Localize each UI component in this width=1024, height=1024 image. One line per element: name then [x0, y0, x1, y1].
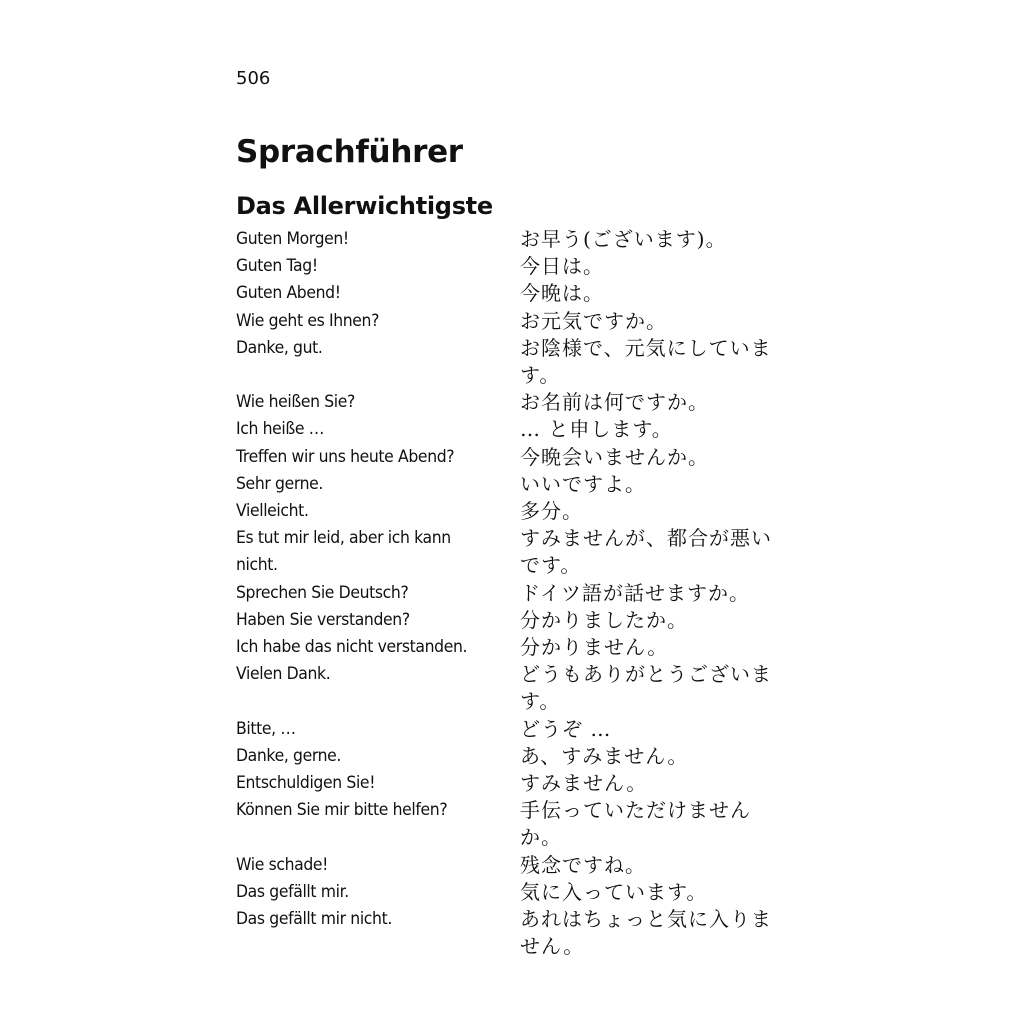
phrase-row: [236, 743, 796, 770]
phrase-row: [236, 308, 796, 335]
japanese-phrase: 手伝っていただけません か。: [520, 798, 751, 850]
phrase-row: [236, 634, 796, 661]
phrase-row: [236, 226, 796, 253]
japanese-phrase: どうもありがとうございま す。: [520, 662, 772, 714]
phrase-row: [236, 580, 796, 607]
chapter-title: Sprachführer: [236, 134, 463, 170]
german-phrase: Wie heißen Sie?: [236, 392, 355, 413]
german-phrase: Danke, gut.: [236, 337, 323, 358]
phrase-row: [236, 770, 796, 797]
german-phrase: Entschuldigen Sie!: [236, 773, 376, 794]
japanese-phrase: 今晩は。: [520, 281, 604, 306]
phrase-row: [236, 716, 796, 743]
german-phrase: Danke, gerne.: [236, 745, 342, 766]
phrase-row: [236, 852, 796, 879]
german-phrase: Das gefällt mir nicht.: [236, 909, 392, 930]
german-phrase: Ich habe das nicht verstanden.: [236, 637, 468, 658]
german-phrase: Ich heiße …: [236, 419, 325, 440]
german-phrase: Sprechen Sie Deutsch?: [236, 582, 409, 603]
german-phrase: Guten Morgen!: [236, 229, 349, 249]
page-number: 506: [236, 68, 271, 89]
german-phrase: Es tut mir leid, aber ich kann nicht.: [236, 528, 451, 576]
phrase-list: [236, 226, 796, 960]
german-phrase: Guten Tag!: [236, 256, 318, 277]
phrase-row: [236, 498, 796, 525]
phrase-row: [236, 607, 796, 634]
german-phrase: Wie geht es Ihnen?: [236, 310, 380, 331]
japanese-phrase: お名前は何ですか。: [520, 390, 709, 415]
phrase-row: [236, 471, 796, 498]
german-phrase: Haben Sie verstanden?: [236, 609, 410, 630]
japanese-phrase: 残念ですね。: [520, 852, 646, 877]
german-phrase: Vielleicht.: [236, 501, 309, 522]
japanese-phrase: すみません。: [520, 771, 648, 796]
japanese-phrase: 今晩会いませんか。: [520, 444, 709, 469]
german-phrase: Vielen Dank.: [236, 664, 331, 685]
phrase-row: [236, 416, 796, 443]
german-phrase: Sehr gerne.: [236, 473, 324, 494]
japanese-phrase: すみませんが、都合が悪い です。: [520, 526, 772, 578]
german-phrase: Bitte, …: [236, 718, 296, 739]
phrase-row: [236, 280, 796, 307]
phrase-row: [236, 906, 796, 960]
phrase-row: [236, 525, 796, 579]
german-phrase: Guten Abend!: [236, 283, 341, 304]
japanese-phrase: いいですよ。: [520, 471, 646, 496]
japanese-phrase: ドイツ語が話せますか。: [520, 580, 750, 605]
japanese-phrase: 今日は。: [520, 254, 604, 279]
german-phrase: Treffen wir uns heute Abend?: [236, 446, 455, 467]
phrase-row: [236, 661, 796, 715]
japanese-phrase: あ、すみません。: [520, 743, 689, 768]
japanese-phrase: あれはちょっと気に入りま せん。: [520, 907, 772, 959]
phrase-row: [236, 335, 796, 389]
section-title: Das Allerwichtigste: [236, 192, 493, 220]
german-phrase: Können Sie mir bitte helfen?: [236, 800, 448, 821]
japanese-phrase: お元気ですか。: [520, 308, 667, 333]
japanese-phrase: 気に入っています。: [520, 879, 708, 904]
japanese-phrase: 分かりましたか。: [520, 607, 688, 632]
japanese-phrase: どうぞ …: [520, 716, 612, 741]
phrase-row: [236, 879, 796, 906]
phrase-row: [236, 253, 796, 280]
japanese-phrase: … と申します。: [520, 417, 673, 442]
japanese-phrase: 多分。: [520, 499, 583, 524]
german-phrase: Das gefällt mir.: [236, 881, 349, 902]
japanese-phrase: お早う(ございます)。: [520, 227, 727, 251]
japanese-phrase: お陰様で、元気にしていま す。: [520, 335, 772, 388]
japanese-phrase: 分かりません。: [520, 635, 669, 660]
phrase-row: [236, 389, 796, 416]
phrase-row: [236, 444, 796, 471]
german-phrase: Wie schade!: [236, 854, 329, 875]
phrase-row: [236, 797, 796, 851]
